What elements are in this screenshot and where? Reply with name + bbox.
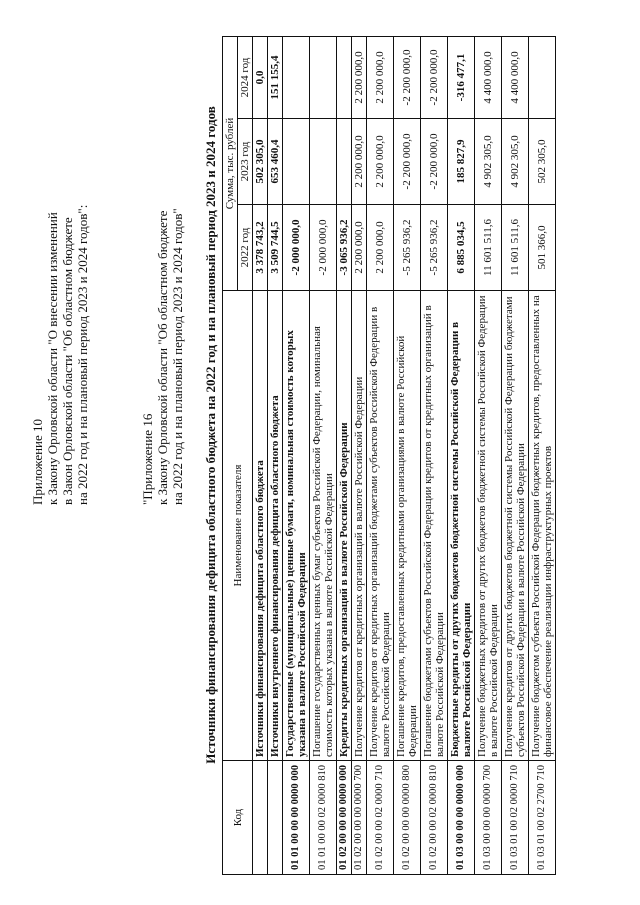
- value-2022-cell: 3 509 744,5: [268, 205, 283, 291]
- value-2024-cell: 2 200 000,0: [367, 37, 394, 119]
- value-2023-cell: 653 460,4: [268, 119, 283, 205]
- code-cell: [253, 761, 268, 875]
- value-2024-cell: 4 400 000,0: [475, 37, 502, 119]
- name-cell: Кредиты кредитных организаций в валюте Российской Федерации: [337, 291, 352, 761]
- code-cell: 01 03 01 00 02 2700 710: [529, 761, 556, 875]
- name-cell: Погашение кредитов, предоставленных кредитными организациями в валюте Российской Федерации: [394, 291, 421, 761]
- table-row: [529, 37, 556, 875]
- header-line: к Закону Орловской области "Об областном бюджете: [155, 210, 170, 505]
- code-cell: 01 02 00 00 00 0000 700: [352, 761, 367, 875]
- sum-column-header: Сумма, тыс. рублей: [223, 37, 238, 291]
- value-2023-cell: 4 902 305,0: [475, 119, 502, 205]
- value-2022-cell: -3 065 936,2: [337, 205, 352, 291]
- code-cell: 01 03 01 00 02 0000 710: [502, 761, 529, 875]
- value-2022-cell: -2 000 000,0: [283, 205, 310, 291]
- table-row: [337, 37, 352, 875]
- code-cell: 01 01 00 00 00 0000 000: [283, 761, 310, 875]
- value-2023-cell: 502 305,0: [253, 119, 268, 205]
- year-2023-header: 2023 год: [238, 119, 253, 205]
- value-2022-cell: 11 601 511,6: [475, 205, 502, 291]
- name-cell: Получение кредитов от кредитных организаций бюджетами субъектов Российской Федерации в валюте Российской Федерации: [367, 291, 394, 761]
- table-row: [502, 37, 529, 875]
- name-cell: Получение бюджетом субъекта Российской Федерации бюджетных кредитов, предоставленных на финансовое обеспечение реализации инфраструктурных проектов: [529, 291, 556, 761]
- header-line: в Закон Орловской области "Об областном бюджете: [60, 217, 75, 505]
- table-row: [394, 37, 421, 875]
- year-2022-header: 2022 год: [238, 205, 253, 291]
- table-row: [310, 37, 337, 875]
- value-2022-cell: 6 885 034,5: [448, 205, 475, 291]
- code-cell: 01 02 00 00 02 0000 810: [421, 761, 448, 875]
- header-line: Приложение 10: [30, 418, 45, 505]
- value-2023-cell: 2 200 000,0: [352, 119, 367, 205]
- value-2022-cell: 2 200 000,0: [352, 205, 367, 291]
- code-cell: 01 02 00 00 02 0000 710: [367, 761, 394, 875]
- value-2024-cell: 4 400 000,0: [502, 37, 529, 119]
- header-line: на 2022 год и на плановый период 2023 и 2024 годов": [170, 208, 185, 505]
- value-2023-cell: [337, 119, 352, 205]
- value-2023-cell: 502 305,0: [529, 119, 556, 205]
- code-cell: 01 02 00 00 00 0000 800: [394, 761, 421, 875]
- value-2023-cell: -2 200 000,0: [421, 119, 448, 205]
- table-row: [283, 37, 310, 875]
- code-column-header: Код: [223, 761, 253, 875]
- value-2024-cell: [337, 37, 352, 119]
- table-row: [253, 37, 268, 875]
- header-line: к Закону Орловской области "О внесении изменений: [45, 212, 60, 505]
- value-2022-cell: -5 265 936,2: [421, 205, 448, 291]
- table-row: [367, 37, 394, 875]
- value-2024-cell: 2 200 000,0: [352, 37, 367, 119]
- name-cell: Источники внутреннего финансирования дефицита областного бюджета: [268, 291, 283, 761]
- value-2024-cell: 0,0: [253, 37, 268, 119]
- value-2022-cell: 3 378 743,2: [253, 205, 268, 291]
- deficit-sources-table: [222, 36, 556, 875]
- code-cell: 01 02 00 00 00 0000 000: [337, 761, 352, 875]
- value-2024-cell: -316 477,1: [448, 37, 475, 119]
- value-2022-cell: -2 000 000,0: [310, 205, 337, 291]
- name-cell: Погашение бюджетами субъектов Российской Федерации кредитов от кредитных организаций в валюте Российской Федерации: [421, 291, 448, 761]
- name-cell: Получение кредитов от кредитных организаций в валюте Российской Федерации: [352, 291, 367, 761]
- value-2023-cell: [310, 119, 337, 205]
- name-cell: Получение бюджетных кредитов от других бюджетов бюджетной системы Российской Федерации в валюте Российской Федерации: [475, 291, 502, 761]
- value-2023-cell: [283, 119, 310, 205]
- value-2024-cell: -2 200 000,0: [394, 37, 421, 119]
- value-2023-cell: 4 902 305,0: [502, 119, 529, 205]
- value-2024-cell: [283, 37, 310, 119]
- code-cell: 01 03 00 00 00 0000 700: [475, 761, 502, 875]
- value-2022-cell: 2 200 000,0: [367, 205, 394, 291]
- table-row: [268, 37, 283, 875]
- name-column-header: Наименование показателя: [223, 291, 253, 761]
- table-row: [475, 37, 502, 875]
- value-2023-cell: -2 200 000,0: [394, 119, 421, 205]
- table-row: [352, 37, 367, 875]
- year-2024-header: 2024 год: [238, 37, 253, 119]
- value-2022-cell: 11 601 511,6: [502, 205, 529, 291]
- code-cell: 01 01 00 00 02 0000 810: [310, 761, 337, 875]
- table-row: [421, 37, 448, 875]
- table-row: [448, 37, 475, 875]
- value-2022-cell: -5 265 936,2: [394, 205, 421, 291]
- value-2024-cell: -2 200 000,0: [421, 37, 448, 119]
- appendix-16-header: [140, 208, 185, 505]
- name-cell: Государственные (муниципальные) ценные бумаги, номинальная стоимость которых указана в валюте Российской Федерации: [283, 291, 310, 761]
- header-line: "Приложение 16: [140, 413, 155, 505]
- code-cell: 01 03 00 00 00 0000 000: [448, 761, 475, 875]
- table-body: [253, 37, 556, 875]
- header-line: на 2022 год и на плановый период 2023 и 2024 годов":: [75, 204, 90, 505]
- value-2024-cell: 151 155,4: [268, 37, 283, 119]
- appendix-10-header: [30, 205, 90, 505]
- value-2024-cell: [310, 37, 337, 119]
- name-cell: Источники финансирования дефицита областного бюджета: [253, 291, 268, 761]
- value-2024-cell: [529, 37, 556, 119]
- value-2022-cell: 501 366,0: [529, 205, 556, 291]
- name-cell: Погашение государственных ценных бумаг субъектов Российской Федерации, номинальная стоимость которых указана в валюте Российской Федерации: [310, 291, 337, 761]
- value-2023-cell: 185 827,9: [448, 119, 475, 205]
- document-title: Источники финансирования дефицита областного бюджета на 2022 год и на плановый период 2023 и 2024 годов: [203, 106, 218, 764]
- name-cell: Бюджетные кредиты от других бюджетов бюджетной системы Российской Федерации в валюте Российской Федерации: [448, 291, 475, 761]
- name-cell: Получение кредитов от других бюджетов бюджетной системы Российской Федерации бюджетами субъектов Российской Федерации в валюте Российской Федерации: [502, 291, 529, 761]
- value-2023-cell: 2 200 000,0: [367, 119, 394, 205]
- code-cell: [268, 761, 283, 875]
